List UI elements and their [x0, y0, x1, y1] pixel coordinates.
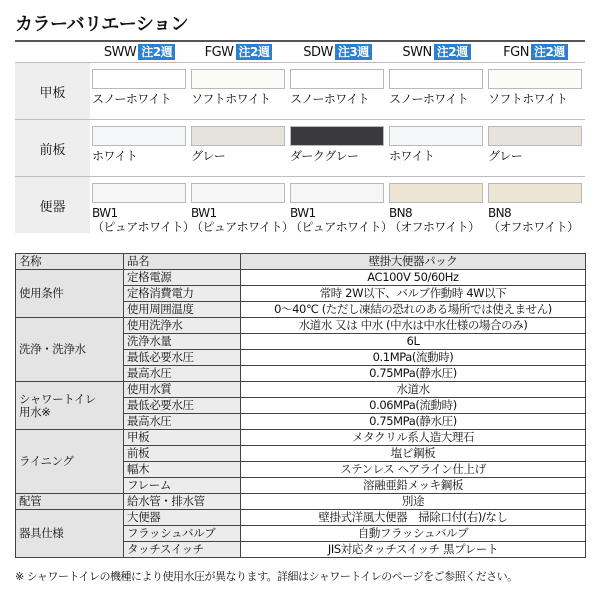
spec-value: メタクリル系人造大理石 [241, 430, 586, 446]
spec-item: 甲板 [124, 430, 241, 446]
spec-category-text: 使用条件 [19, 286, 64, 300]
variant-rows [15, 62, 585, 233]
variant-code: SDW [303, 44, 333, 60]
spec-item: 使用周囲温度 [124, 302, 241, 318]
color-swatch [389, 183, 483, 203]
spec-value: 0.75MPa(静水圧) [241, 366, 586, 382]
color-swatch [191, 183, 285, 203]
spec-category [16, 382, 124, 430]
spec-item: 最高水圧 [124, 414, 241, 430]
spec-value: 6L [241, 334, 586, 350]
color-name: グレー [488, 149, 523, 163]
variant-code: FGN [503, 44, 529, 60]
spec-category-text: 用水※ [19, 404, 51, 419]
spec-value: 別途 [241, 494, 586, 510]
spec-value: JIS対応タッチスイッチ 黒プレート [241, 542, 586, 558]
lead-time-badge: 注2週 [434, 44, 471, 60]
spec-item: 定格電源 [124, 270, 241, 286]
color-name: ホワイト [92, 149, 138, 163]
color-swatch [92, 126, 186, 146]
spec-row [16, 494, 586, 510]
spec-value: 水道水 [241, 382, 586, 398]
spec-value: AC100V 50/60Hz [241, 270, 586, 286]
color-name: （オフホワイト） [389, 220, 480, 234]
color-swatch [488, 69, 582, 89]
variant-code: FGW [204, 44, 234, 60]
color-name: BN8 [389, 206, 413, 220]
spec-category [16, 270, 124, 318]
spec-row [16, 510, 586, 526]
spec-value: 溶融亜鉛メッキ鋼板 [241, 478, 586, 494]
spec-item: 幅木 [124, 462, 241, 478]
variant-header-row [15, 40, 585, 62]
spec-item: フラッシュバルブ [124, 526, 241, 542]
spec-category [16, 494, 124, 510]
lead-time-badge: 注3週 [335, 44, 372, 60]
spec-category-text: ライニング [19, 454, 74, 468]
variant-header-sww [90, 40, 189, 62]
spec-category-text: シャワートイレ [19, 391, 96, 406]
variant-row [15, 119, 585, 176]
spec-category [16, 510, 124, 558]
lead-time-badge: 注2週 [138, 44, 175, 60]
color-name: グレー [191, 149, 226, 163]
spec-item: フレーム [124, 478, 241, 494]
spec-value: ステンレス ヘアライン仕上げ [241, 462, 586, 478]
spec-category [16, 430, 124, 494]
color-cell [387, 177, 486, 233]
color-name: （ピュアホワイト） [191, 220, 294, 234]
footnote: ※ シャワートイレの機種により使用水圧が異なります。詳細はシャワートイレのページをご参照ください。 [15, 570, 518, 583]
color-swatch [389, 126, 483, 146]
color-swatch [92, 183, 186, 203]
spec-header-cat: 名称 [16, 254, 124, 270]
color-cell [189, 177, 294, 234]
spec-header-value: 壁掛大便器パック [241, 254, 586, 270]
color-swatch [290, 183, 384, 203]
header-corner [15, 40, 90, 62]
lead-time-badge: 注2週 [236, 44, 273, 60]
color-name: （ピュアホワイト） [290, 220, 393, 234]
color-variation-grid [15, 40, 585, 233]
spec-category-text: 配管 [19, 494, 42, 508]
color-name: ソフトホワイト [191, 92, 271, 106]
spec-item: 使用水質 [124, 382, 241, 398]
section-title: カラーバリエーション [15, 14, 189, 35]
color-swatch [92, 69, 186, 89]
color-swatch [191, 126, 285, 146]
variant-row [15, 176, 585, 233]
spec-item: 洗浄水量 [124, 334, 241, 350]
color-swatch [290, 69, 384, 89]
spec-row [16, 270, 586, 286]
color-name: BW1 [191, 206, 217, 220]
color-cell [387, 120, 486, 176]
color-swatch [488, 126, 582, 146]
color-cell [486, 63, 585, 119]
spec-row [16, 382, 586, 398]
color-name: ソフトホワイト [488, 92, 568, 106]
variant-header-sdw [288, 40, 387, 62]
variant-code: SWW [103, 44, 137, 60]
spec-value: 壁掛式洋風大便器 掃除口付(右)/なし [241, 510, 586, 526]
spec-value: 水道水 又は 中水 (中水は中水仕様の場合のみ) [241, 318, 586, 334]
spec-item: 最高水圧 [124, 366, 241, 382]
spec-row [16, 430, 586, 446]
color-cell [90, 120, 189, 176]
color-name: ホワイト [389, 149, 435, 163]
spec-table [15, 253, 586, 558]
spec-item: タッチスイッチ [124, 542, 241, 558]
spec-row [16, 318, 586, 334]
spec-header-row [16, 254, 586, 270]
spec-value: 常時 2W以下、バルブ作動時 4W以下 [241, 286, 586, 302]
part-label: 甲板 [15, 63, 90, 119]
lead-time-badge: 注2週 [531, 44, 568, 60]
color-cell [189, 63, 288, 119]
color-cell [288, 120, 387, 176]
variant-row [15, 62, 585, 119]
color-cell [90, 63, 189, 119]
spec-category-text: 器具仕様 [19, 526, 64, 540]
color-name: スノーホワイト [290, 92, 370, 106]
color-name: スノーホワイト [389, 92, 469, 106]
variant-header-fgw [189, 40, 288, 62]
color-cell [387, 63, 486, 119]
color-name: （オフホワイト） [488, 220, 579, 234]
part-label: 前板 [15, 120, 90, 176]
spec-item: 最低必要水圧 [124, 350, 241, 366]
spec-value: 塩ビ鋼板 [241, 446, 586, 462]
color-cell [288, 177, 393, 234]
color-name: スノーホワイト [92, 92, 172, 106]
color-cell [288, 63, 387, 119]
spec-value: 0.1MPa(流動時) [241, 350, 586, 366]
spec-category [16, 318, 124, 382]
spec-value: 0.06MPa(流動時) [241, 398, 586, 414]
color-swatch [290, 126, 384, 146]
spec-header-item: 品名 [124, 254, 241, 270]
spec-value: 0～40℃ (ただし凍結の恐れのある場所では使えません) [241, 302, 586, 318]
color-cell [486, 120, 585, 176]
variant-header-fgn [486, 40, 585, 62]
color-swatch [389, 69, 483, 89]
color-cell [486, 177, 585, 233]
spec-item: 給水管・排水管 [124, 494, 241, 510]
color-name: BW1 [290, 206, 316, 220]
variant-header-swn [387, 40, 486, 62]
spec-category-text: 洗浄・洗浄水 [19, 342, 86, 356]
part-label: 便器 [15, 177, 90, 233]
spec-item: 最低必要水圧 [124, 398, 241, 414]
spec-value: 0.75MPa(静水圧) [241, 414, 586, 430]
spec-value: 自動フラッシュバルブ [241, 526, 586, 542]
color-name: ダークグレー [290, 149, 359, 163]
color-cell [90, 177, 195, 234]
spec-item: 大便器 [124, 510, 241, 526]
color-cell [189, 120, 288, 176]
color-name: BN8 [488, 206, 512, 220]
spec-item: 使用洗浄水 [124, 318, 241, 334]
color-swatch [488, 183, 582, 203]
color-swatch [191, 69, 285, 89]
spec-item: 定格消費電力 [124, 286, 241, 302]
spec-item: 前板 [124, 446, 241, 462]
color-name: BW1 [92, 206, 118, 220]
color-name: （ピュアホワイト） [92, 220, 195, 234]
variant-code: SWN [402, 44, 432, 60]
